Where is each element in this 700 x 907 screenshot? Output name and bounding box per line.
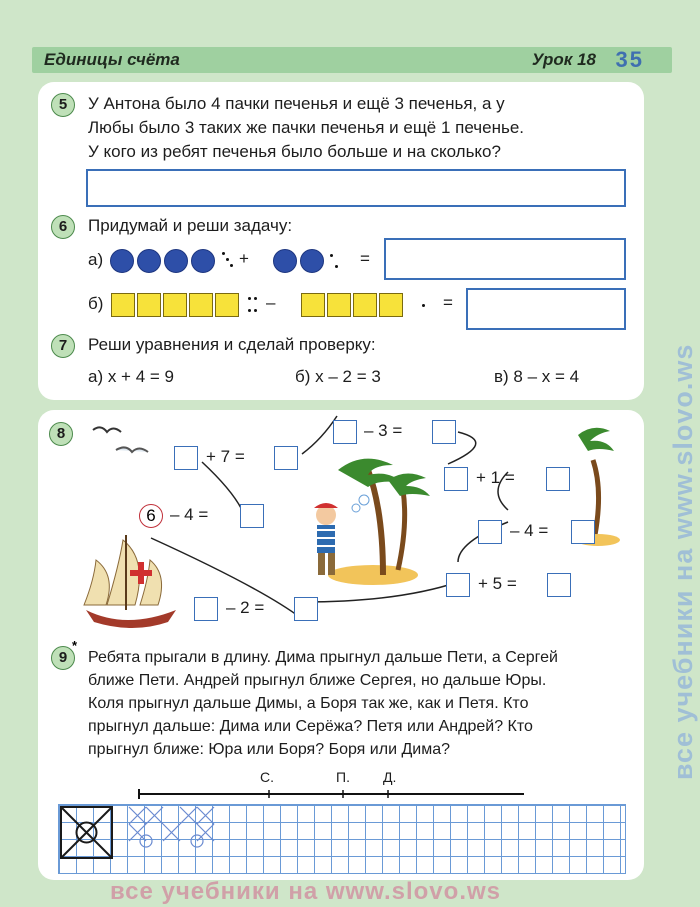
task6-prompt: Придумай и реши задачу: (88, 216, 293, 235)
dot (335, 265, 338, 268)
task-number-6: 6 (51, 215, 75, 239)
dot (230, 264, 233, 267)
ship-hull (86, 610, 176, 628)
task5-line-2: Любы было 3 таких же пачки печенья и ещё 1 печенье. (88, 118, 524, 137)
pirate-leg-2 (328, 553, 335, 575)
task8-expr-7: – 2 = (226, 598, 265, 617)
lesson-label: Урок 18 (531, 50, 596, 69)
task-number-8: 8 (49, 422, 73, 446)
yellow-square-6 (301, 293, 325, 317)
circle-5 (273, 249, 297, 273)
task7-equation-b: б) x – 2 = 3 (295, 367, 381, 386)
task8-input-6[interactable] (446, 573, 470, 597)
task9-star: * (72, 638, 78, 653)
pirate-bandana (314, 503, 338, 508)
scale-label-d: Д. (383, 769, 397, 785)
yellow-square-7 (327, 293, 351, 317)
start-number-circle: 6 (139, 504, 163, 528)
task8-input-2[interactable] (174, 446, 198, 470)
page-number: 35 (615, 47, 644, 72)
palm-center-1 (368, 470, 383, 575)
task8-answer-7[interactable] (294, 597, 318, 621)
task8-expr-2: + 7 = (206, 447, 245, 466)
dot (254, 309, 257, 312)
task8-expr-3: – 3 = (364, 421, 403, 440)
task9-line-1: Ребята прыгали в длину. Дима прыгнул дальше Пети, а Сергей (88, 649, 558, 666)
palm-center-leaves-2 (388, 473, 430, 496)
task8-input-7[interactable] (194, 597, 218, 621)
task8-answer-6[interactable] (547, 573, 571, 597)
task5-line-3: У кого из ребят печенья было больше и на сколько? (88, 142, 501, 161)
scale-label-p: П. (336, 769, 350, 785)
dot (248, 309, 251, 312)
arrow-6 (303, 582, 458, 602)
task8-answer-5[interactable] (571, 520, 595, 544)
task8-answer-1[interactable] (240, 504, 264, 528)
task8-answer-3[interactable] (432, 420, 456, 444)
task8-input-5[interactable] (478, 520, 502, 544)
page-header (32, 47, 672, 73)
task6a-plus: + (239, 249, 249, 268)
yellow-square-8 (353, 293, 377, 317)
task8-input-3[interactable] (333, 420, 357, 444)
bird-1 (93, 427, 121, 432)
bird-2 (116, 447, 148, 452)
palm-center-2 (398, 490, 405, 570)
yellow-square-1 (111, 293, 135, 317)
side-watermark: все учебники на www.slovo.ws (668, 343, 698, 780)
arrow-2 (302, 416, 337, 454)
palm-right-leaves (578, 428, 614, 451)
task7-equation-a: а) x + 4 = 9 (88, 367, 174, 386)
dot (254, 297, 257, 300)
task9-line-3: Коля прыгнул дальше Димы, а Боря так же, как и Петя. Кто (88, 695, 529, 712)
section-title: Единицы счёта (44, 50, 180, 69)
yellow-square-2 (137, 293, 161, 317)
task8-expr-6: + 5 = (478, 574, 517, 593)
task7-prompt: Реши уравнения и сделай проверку: (88, 335, 376, 354)
task7-equation-c: в) 8 – x = 4 (494, 367, 580, 386)
task6b-answer-box[interactable] (466, 288, 626, 330)
task6b-minus: – (266, 293, 276, 312)
tasks-card-top (38, 82, 644, 400)
dot (226, 258, 229, 261)
island-center (328, 565, 418, 585)
dot (330, 254, 333, 257)
bubble-2 (359, 495, 369, 505)
yellow-square-4 (189, 293, 213, 317)
ship-sail-1 (84, 560, 109, 605)
task9-line-2: ближе Пети. Андрей прыгнул ближе Сергея, но дальше Юры. (88, 672, 547, 689)
circle-2 (137, 249, 161, 273)
bubble-1 (352, 504, 360, 512)
circle-4 (191, 249, 215, 273)
pirate-leg-1 (318, 553, 325, 575)
task6a-label: а) (88, 250, 104, 269)
task6a-answer-box[interactable] (384, 238, 626, 280)
dot (422, 304, 425, 307)
yellow-square-5 (215, 293, 239, 317)
distance-scale (138, 788, 528, 802)
arrow-1 (202, 462, 242, 510)
task6b-label: б) (88, 294, 104, 313)
dot (248, 297, 251, 300)
task8-expr-1: – 4 = (170, 505, 209, 524)
task5-answer-box[interactable] (86, 169, 626, 207)
circle-3 (164, 249, 188, 273)
task-number-9: 9 (51, 646, 75, 670)
task5-line-1: У Антона было 4 пачки печенья и ещё 3 печенья, а у (88, 94, 505, 113)
bottom-watermark: все учебники на www.slovo.ws (110, 878, 501, 905)
task8-illustration (38, 410, 644, 650)
task8-expr-4: + 1 = (476, 468, 515, 487)
task9-line-4: прыгнул дальше: Дима или Серёжа? Петя или Андрей? Кто (88, 718, 533, 735)
task8-answer-2[interactable] (274, 446, 298, 470)
task6b-eq: = (443, 293, 453, 312)
circle-1 (110, 249, 134, 273)
yellow-square-3 (163, 293, 187, 317)
dot (222, 252, 225, 255)
circle-6 (300, 249, 324, 273)
grid-pattern-drawing (58, 804, 238, 872)
task8-input-4[interactable] (444, 467, 468, 491)
task6a-eq: = (360, 249, 370, 268)
scale-label-s: С. (260, 769, 274, 785)
yellow-square-9 (379, 293, 403, 317)
task8-answer-4[interactable] (546, 467, 570, 491)
task-number-7: 7 (51, 334, 75, 358)
task-number-5: 5 (51, 93, 75, 117)
task8-expr-5: – 4 = (510, 521, 549, 540)
task9-line-5: прыгнул ближе: Юра или Боря? Боря или Дима? (88, 741, 451, 758)
